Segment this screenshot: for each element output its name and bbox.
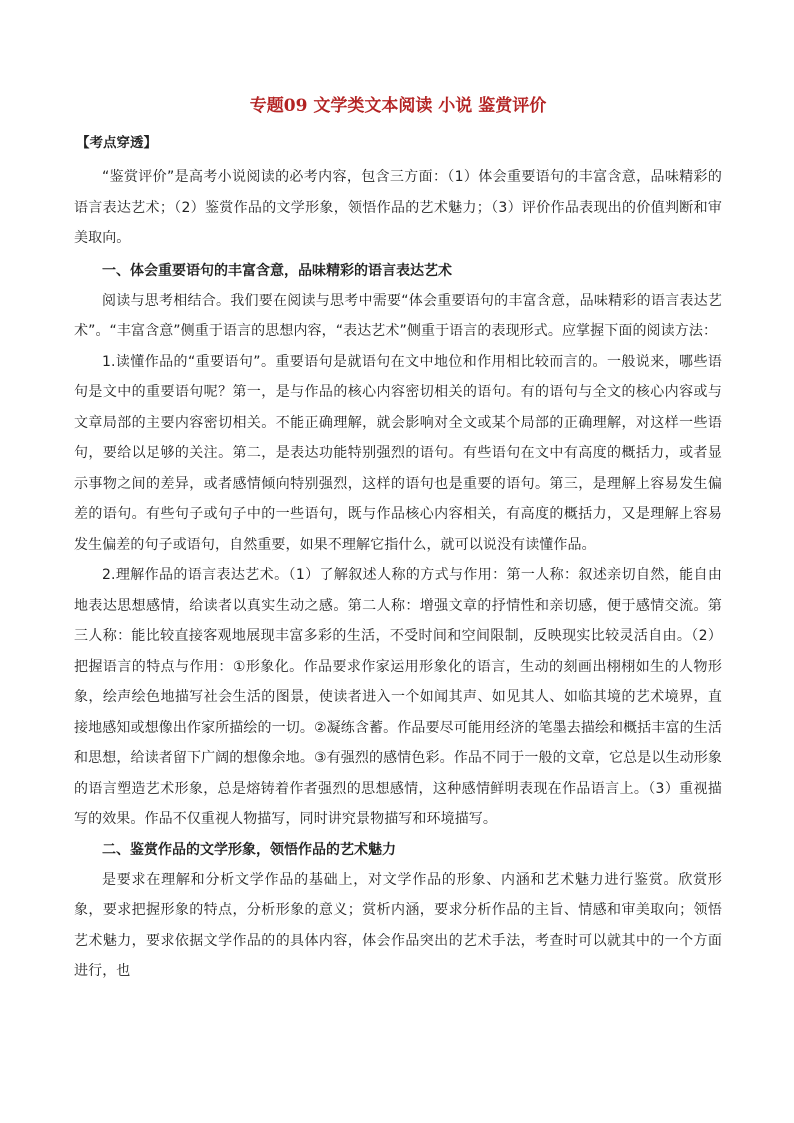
document-body <box>74 92 722 987</box>
document-title: 专题09 文学类文本阅读 小说 鉴赏评价 <box>249 96 547 116</box>
heading-one: 一、体会重要语句的丰富含意，品味精彩的语言表达艺术 <box>102 262 452 279</box>
paragraph-language-art: 2.理解作品的语言表达艺术。（1）了解叙述人称的方式与作用：第一人称：叙述亲切自然，能自由地表达思想感情，给读者以真实生动之感。第二人称：增强文章的抒情性和亲切感，便于感情交流。第三人称：能比较直接客观地展现丰富多彩的生活，不受时间和空间限制，反映现实比较灵活自由。（2）把握语言的特点与作用：①形象化。作品要求作家运用形象化的语言，生动的刻画出栩栩如生的人物形象，绘声绘色地描写社会生活的图景，使读者进入一个如闻其声、如见其人、如临其境的艺术境界，直接地感知或想像出作家所描绘的一切。②凝练含蓄。作品要尽可能用经济的笔墨去描绘和概括丰富的生活和思想，给读者留下广阔的想像余地。③有强烈的感情色彩。作品不同于一般的文章，它总是以生动形象的语言塑造艺术形象，总是熔铸着作者强烈的思想感情，这种感情鲜明表现在作品语言上。（3）重视描写的效果。作品不仅重视人物描写，同时讲究景物描写和环境描写。 <box>74 567 722 827</box>
paragraph-reading-method: 阅读与思考相结合。我们要在阅读与思考中需要“体会重要语句的丰富含意，品味精彩的语言表达艺术”。“丰富含意”侧重于语言的思想内容，“表达艺术”侧重于语言的表现形式。应掌握下面的阅读方法： <box>74 292 722 339</box>
paragraph-important-sentences: 1.读懂作品的“重要语句”。重要语句是就语句在文中地位和作用相比较而言的。一般说来，哪些语句是文中的重要语句呢？第一，是与作品的核心内容密切相关的语句。有的语句与全文的核心内容或与文章局部的主要内容密切相关。不能正确理解，就会影响对全文或某个局部的正确理解，对这样一些语句，要给以足够的关注。第二，是表达功能特别强烈的语句。有些语句在文中有高度的概括力，或者显示事物之间的差异，或者感情倾向特别强烈，这样的语句也是重要的语句。第三，是理解上容易发生偏差的语句。有些句子或句子中的一些语句，既与作品核心内容相关，有高度的概括力，又是理解上容易发生偏差的句子或语句，自然重要，如果不理解它指什么，就可以说没有读懂作品。 <box>74 353 722 553</box>
intro-paragraph: “鉴赏评价”是高考小说阅读的必考内容，包含三方面：（1）体会重要语句的丰富含意，品味精彩的语言表达艺术；（2）鉴赏作品的文学形象，领悟作品的艺术魅力；（3）评价作品表现出的价值判断和审美取向。 <box>74 169 722 246</box>
heading-two: 二、鉴赏作品的文学形象，领悟作品的艺术魅力 <box>102 841 396 858</box>
section-label: 【考点穿透】 <box>76 135 157 151</box>
paragraph-literary-image: 是要求在理解和分析文学作品的基础上，对文学作品的形象、内涵和艺术魅力进行鉴赏。欣赏形象，要求把握形象的特点，分析形象的意义；赏析内涵，要求分析作品的主旨、情感和审美取向；领悟艺术魅力，要求依据文学作品的的具体内容，体会作品突出的艺术手法，考查时可以就其中的一个方面进行，也 <box>74 871 722 979</box>
